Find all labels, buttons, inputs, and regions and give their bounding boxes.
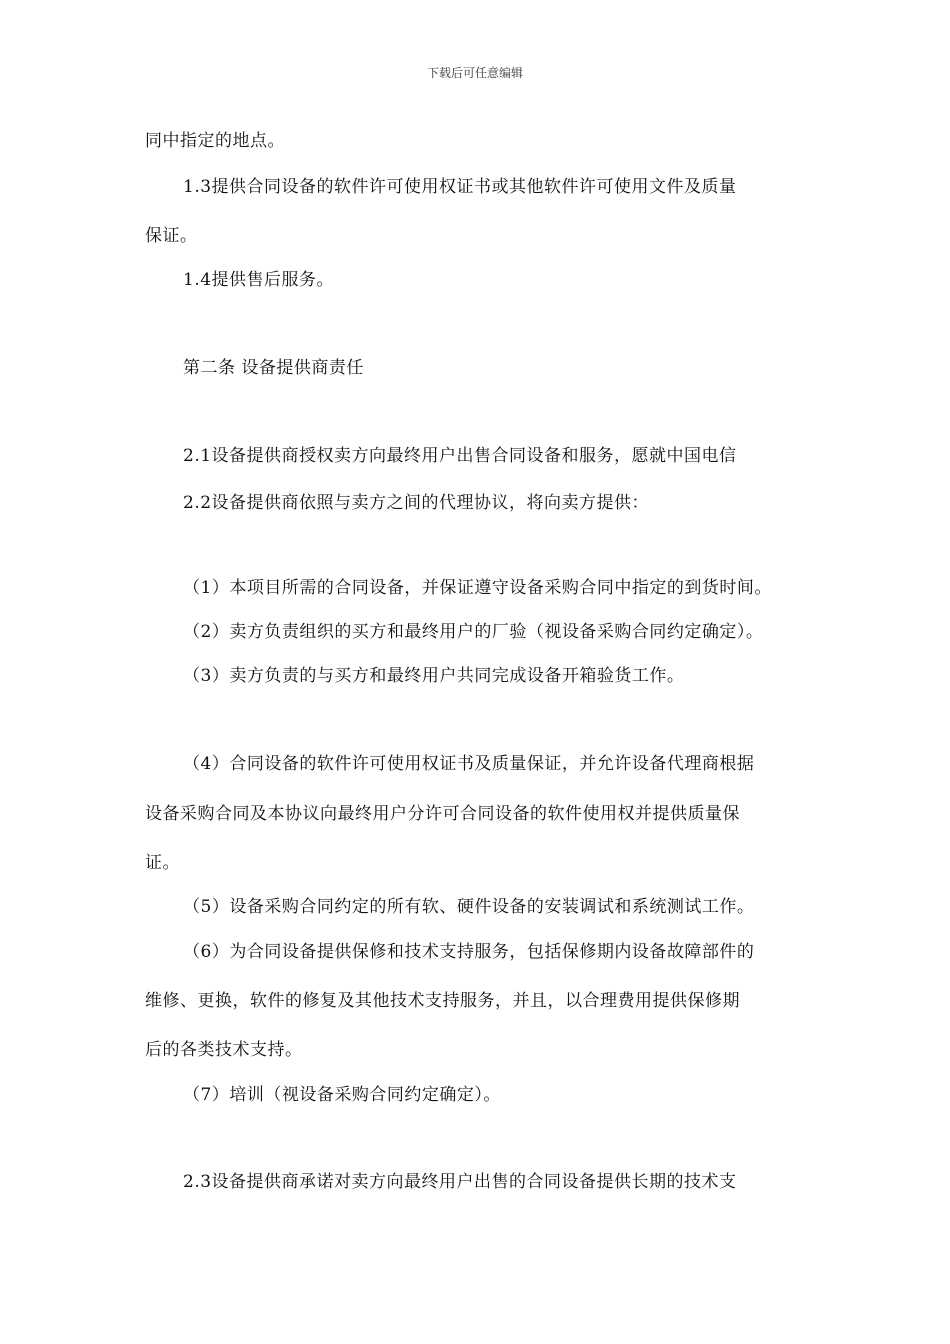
- list-item: （3）卖方负责的与买方和最终用户共同完成设备开箱验货工作。: [183, 666, 685, 686]
- section-heading: 第二条 设备提供商责任: [183, 358, 364, 378]
- paragraph-line: 设备采购合同及本协议向最终用户分许可合同设备的软件使用权并提供质量保: [145, 804, 740, 824]
- paragraph-line: 1.3提供合同设备的软件许可使用权证书或其他软件许可使用文件及质量: [183, 177, 737, 197]
- list-item: （7）培训（视设备采购合同约定确定）。: [183, 1085, 501, 1105]
- paragraph-line: 2.1设备提供商授权卖方向最终用户出售合同设备和服务，愿就中国电信: [183, 446, 737, 466]
- paragraph-line: 2.3设备提供商承诺对卖方向最终用户出售的合同设备提供长期的技术支: [183, 1172, 737, 1192]
- paragraph-line: 维修、更换，软件的修复及其他技术支持服务，并且，以合理费用提供保修期: [145, 991, 740, 1011]
- list-item: （5）设备采购合同约定的所有软、硬件设备的安装调试和系统测试工作。: [183, 897, 755, 917]
- paragraph-line: 2.2设备提供商依照与卖方之间的代理协议，将向卖方提供：: [183, 493, 650, 513]
- paragraph-line: 后的各类技术支持。: [145, 1040, 303, 1060]
- page-header: 下载后可任意编辑: [426, 66, 523, 80]
- list-item: （6）为合同设备提供保修和技术支持服务，包括保修期内设备故障部件的: [183, 942, 755, 962]
- paragraph-line: 证。: [145, 853, 180, 873]
- paragraph-line: 同中指定的地点。: [145, 131, 285, 151]
- list-item: （4）合同设备的软件许可使用权证书及质量保证，并允许设备代理商根据: [183, 754, 755, 774]
- paragraph-line: 1.4提供售后服务。: [183, 270, 335, 290]
- paragraph-line: 保证。: [145, 226, 198, 246]
- list-item: （1）本项目所需的合同设备，并保证遵守设备采购合同中指定的到货时间。: [183, 578, 772, 598]
- list-item: （2）卖方负责组织的买方和最终用户的厂验（视设备采购合同约定确定）。: [183, 622, 764, 642]
